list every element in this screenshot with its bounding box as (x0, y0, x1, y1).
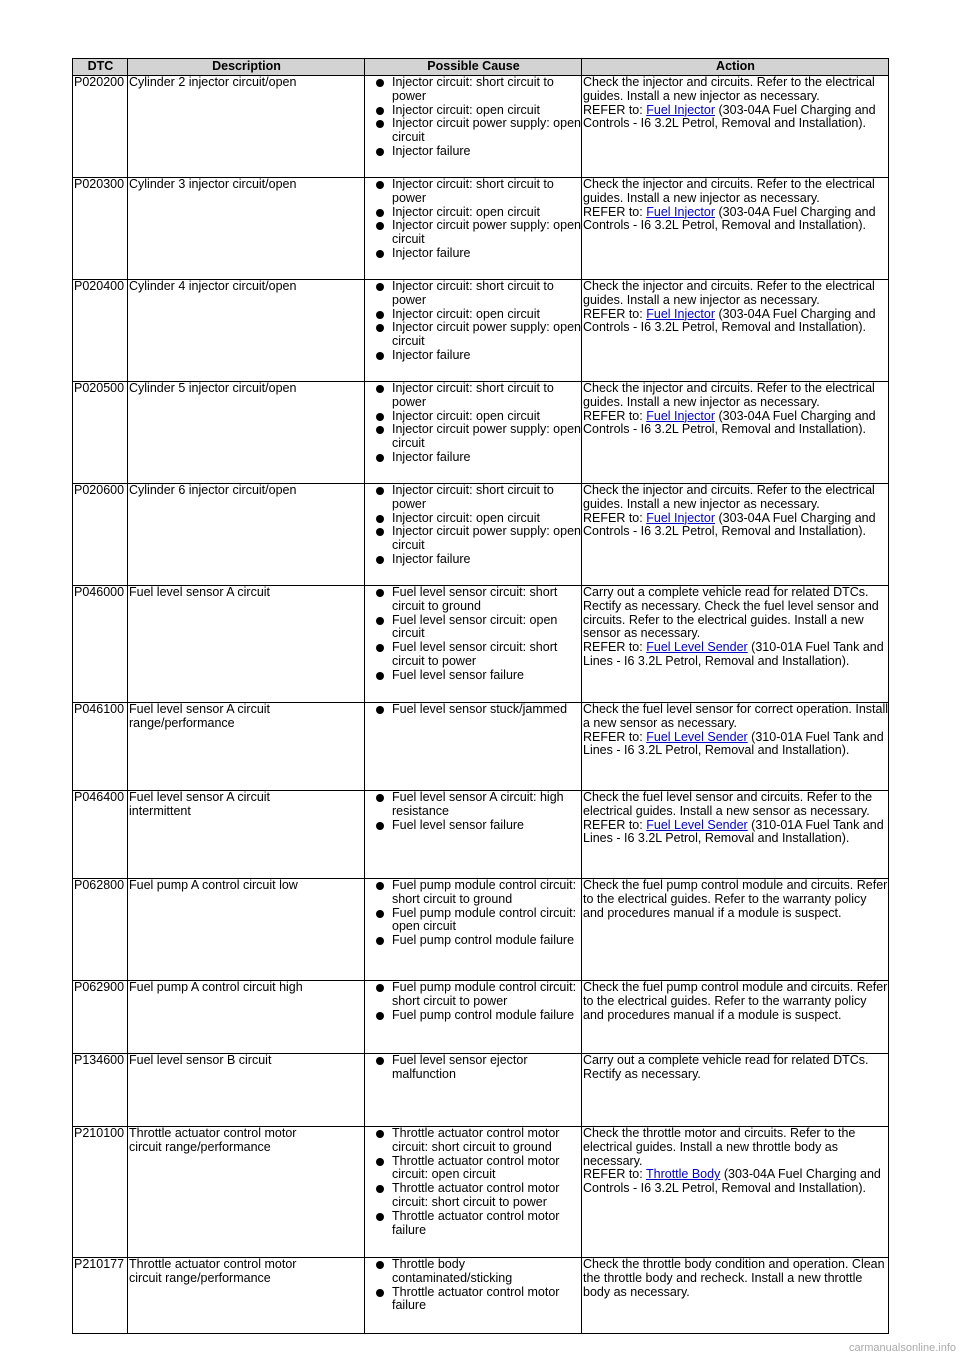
cause-item: Throttle actuator control motor circuit: short circuit to ground (392, 1127, 581, 1155)
dtc-code: P210100 (73, 1127, 128, 1258)
possible-causes (365, 586, 582, 703)
cause-list (366, 382, 581, 465)
table-row (73, 586, 889, 703)
cause-item: Fuel level sensor failure (392, 819, 581, 833)
dtc-description: Throttle actuator control motor circuit range/performance (128, 1258, 365, 1334)
possible-causes (365, 791, 582, 879)
refer-label: REFER to: (583, 510, 643, 525)
action-text: Carry out a complete vehicle read for related DTCs. Rectify as necessary. Check the fuel level sensor and circuits. Refer to the electrical guides. Install a new sensor as necessary. (583, 585, 879, 641)
refer-label: REFER to: (583, 640, 643, 655)
dtc-description: Fuel level sensor A circuit range/performance (128, 703, 365, 791)
cause-item: Injector circuit power supply: open circuit (392, 524, 581, 553)
refer-label: REFER to: (583, 817, 643, 832)
cause-item: Fuel pump module control circuit: short circuit to power (392, 981, 581, 1009)
refer-label: REFER to: (583, 729, 643, 744)
action-text: Carry out a complete vehicle read for related DTCs. Rectify as necessary. (583, 1053, 869, 1081)
cause-item: Injector circuit: short circuit to power (392, 382, 581, 410)
action-text: Check the injector and circuits. Refer to the electrical guides. Install a new injector as necessary. (583, 483, 875, 511)
cause-item: Injector circuit: open circuit (392, 410, 581, 424)
cause-list (366, 879, 581, 948)
possible-causes (365, 1258, 582, 1334)
action (582, 1258, 889, 1334)
action (582, 1127, 889, 1258)
refer-label: REFER to: (583, 1167, 643, 1182)
cause-item: Injector circuit: short circuit to power (392, 484, 581, 512)
action-text: Check the fuel level sensor and circuits. Refer to the electrical guides. Install a new sensor as necessary. (583, 790, 873, 818)
cause-item: Injector circuit power supply: open circuit (392, 116, 581, 145)
table-row (73, 1127, 889, 1258)
action (582, 586, 889, 703)
action-text: Check the throttle body condition and operation. Clean the throttle body and recheck. Install a new throttle body as necessary. (583, 1257, 885, 1299)
dtc-description: Cylinder 4 injector circuit/open (128, 280, 365, 382)
dtc-description: Fuel pump A control circuit low (128, 879, 365, 981)
action (582, 879, 889, 981)
action (582, 280, 889, 382)
reference-link[interactable]: Throttle Body (646, 1167, 721, 1182)
cause-item: Throttle body contaminated/sticking (392, 1258, 581, 1286)
action (582, 382, 889, 484)
table-body (73, 76, 889, 1334)
possible-causes (365, 879, 582, 981)
cause-list (366, 1054, 581, 1082)
cause-list (366, 703, 581, 717)
cause-item: Injector failure (392, 145, 581, 159)
cause-list (366, 1258, 581, 1313)
cause-item: Throttle actuator control motor circuit: short circuit to power (392, 1182, 581, 1210)
dtc-description: Cylinder 6 injector circuit/open (128, 484, 365, 586)
cause-item: Throttle actuator control motor circuit: open circuit (392, 1155, 581, 1183)
cause-item: Injector circuit power supply: open circuit (392, 218, 581, 247)
cause-item: Injector circuit: short circuit to power (392, 76, 581, 104)
reference-link[interactable]: Fuel Injector (646, 204, 716, 219)
dtc-description: Cylinder 5 injector circuit/open (128, 382, 365, 484)
cause-item: Injector circuit: open circuit (392, 104, 581, 118)
cause-item: Fuel pump module control circuit: open circuit (392, 907, 581, 935)
dtc-description: Throttle actuator control motor circuit range/performance (128, 1127, 365, 1258)
table-row (73, 178, 889, 280)
reference-detail: (303-04A Fuel Charging and Controls - I6 3.2L Petrol, Removal and Installation). (583, 306, 876, 335)
refer-label: REFER to: (583, 102, 643, 117)
cause-item: Injector circuit: open circuit (392, 206, 581, 220)
cause-item: Fuel level sensor circuit: short circuit to power (392, 641, 581, 669)
watermark: carmanualsonline.info (848, 1342, 956, 1354)
table-row (73, 484, 889, 586)
possible-causes (365, 703, 582, 791)
possible-causes (365, 76, 582, 178)
cause-item: Injector circuit: short circuit to power (392, 280, 581, 308)
cause-list (366, 1127, 581, 1237)
reference-link[interactable]: Fuel Level Sender (646, 817, 748, 832)
cause-list (366, 178, 581, 261)
cause-list (366, 586, 581, 683)
reference-detail: (303-04A Fuel Charging and Controls - I6 3.2L Petrol, Removal and Installation). (583, 408, 876, 437)
cause-item: Fuel level sensor failure (392, 669, 581, 683)
cause-list (366, 280, 581, 363)
reference-detail: (310-01A Fuel Tank and Lines - I6 3.2L Petrol, Removal and Installation). (583, 817, 884, 846)
dtc-code: P046000 (73, 586, 128, 703)
refer-label: REFER to: (583, 204, 643, 219)
cause-list (366, 76, 581, 159)
cause-item: Fuel pump control module failure (392, 934, 581, 948)
table-row (73, 1054, 889, 1127)
action (582, 703, 889, 791)
table-row (73, 280, 889, 382)
reference-link[interactable]: Fuel Level Sender (646, 729, 748, 744)
header-action: Action (582, 59, 889, 76)
action-text: Check the throttle motor and circuits. Refer to the electrical guides. Install a new throttle body as necessary. (583, 1126, 856, 1168)
cause-item: Fuel level sensor circuit: open circuit (392, 614, 581, 642)
possible-causes (365, 280, 582, 382)
cause-item: Injector circuit: open circuit (392, 512, 581, 526)
table-row (73, 791, 889, 879)
cause-item: Throttle actuator control motor failure (392, 1286, 581, 1314)
action (582, 484, 889, 586)
refer-label: REFER to: (583, 306, 643, 321)
reference-detail: (303-04A Fuel Charging and Controls - I6 3.2L Petrol, Removal and Installation). (583, 1167, 881, 1196)
cause-item: Throttle actuator control motor failure (392, 1210, 581, 1238)
action (582, 76, 889, 178)
table-header-row (73, 59, 889, 76)
dtc-description: Fuel level sensor A circuit intermittent (128, 791, 365, 879)
cause-item: Fuel pump control module failure (392, 1009, 581, 1023)
possible-causes (365, 1127, 582, 1258)
dtc-code: P046100 (73, 703, 128, 791)
refer-label: REFER to: (583, 408, 643, 423)
header-possible-cause: Possible Cause (365, 59, 582, 76)
table-row (73, 703, 889, 791)
possible-causes (365, 382, 582, 484)
possible-causes (365, 178, 582, 280)
dtc-description: Fuel pump A control circuit high (128, 981, 365, 1054)
possible-causes (365, 981, 582, 1054)
dtc-description: Cylinder 2 injector circuit/open (128, 76, 365, 178)
dtc-code: P134600 (73, 1054, 128, 1127)
cause-list (366, 484, 581, 567)
action (582, 178, 889, 280)
reference-link[interactable]: Fuel Injector (646, 510, 716, 525)
action-text: Check the injector and circuits. Refer to the electrical guides. Install a new injector as necessary. (583, 75, 875, 103)
dtc-code: P210177 (73, 1258, 128, 1334)
action (582, 791, 889, 879)
action-text: Check the fuel pump control module and circuits. Refer to the electrical guides. Refer to the warranty policy and procedures manual if a module is suspect. (583, 878, 888, 920)
reference-link[interactable]: Fuel Injector (646, 306, 716, 321)
reference-link[interactable]: Fuel Injector (646, 102, 716, 117)
cause-list (366, 981, 581, 1022)
possible-causes (365, 1054, 582, 1127)
reference-link[interactable]: Fuel Level Sender (646, 640, 748, 655)
dtc-code: P020300 (73, 178, 128, 280)
dtc-table (72, 58, 889, 1334)
action (582, 981, 889, 1054)
cause-item: Injector failure (392, 451, 581, 465)
possible-causes (365, 484, 582, 586)
cause-item: Injector circuit: short circuit to power (392, 178, 581, 206)
cause-item: Injector failure (392, 247, 581, 261)
action-text: Check the injector and circuits. Refer to the electrical guides. Install a new injector as necessary. (583, 279, 875, 307)
dtc-code: P020400 (73, 280, 128, 382)
action-text: Check the injector and circuits. Refer to the electrical guides. Install a new injector as necessary. (583, 177, 875, 205)
cause-item: Fuel level sensor A circuit: high resistance (392, 791, 581, 819)
cause-list (366, 791, 581, 832)
cause-item: Fuel level sensor circuit: short circuit to ground (392, 586, 581, 614)
reference-detail: (303-04A Fuel Charging and Controls - I6 3.2L Petrol, Removal and Installation). (583, 204, 876, 233)
dtc-code: P020200 (73, 76, 128, 178)
reference-detail: (303-04A Fuel Charging and Controls - I6 3.2L Petrol, Removal and Installation). (583, 510, 876, 539)
header-dtc: DTC (73, 59, 128, 76)
cause-item: Fuel level sensor stuck/jammed (392, 703, 581, 717)
dtc-description: Cylinder 3 injector circuit/open (128, 178, 365, 280)
reference-detail: (310-01A Fuel Tank and Lines - I6 3.2L Petrol, Removal and Installation). (583, 729, 884, 758)
action (582, 1054, 889, 1127)
reference-detail: (303-04A Fuel Charging and Controls - I6 3.2L Petrol, Removal and Installation). (583, 102, 876, 131)
table-row (73, 879, 889, 981)
dtc-code: P020500 (73, 382, 128, 484)
reference-detail: (310-01A Fuel Tank and Lines - I6 3.2L Petrol, Removal and Installation). (583, 640, 884, 668)
cause-item: Injector circuit power supply: open circuit (392, 422, 581, 451)
action-text: Check the injector and circuits. Refer to the electrical guides. Install a new injector as necessary. (583, 381, 875, 409)
table-row (73, 981, 889, 1054)
dtc-code: P062900 (73, 981, 128, 1054)
dtc-code: P020600 (73, 484, 128, 586)
table-row (73, 1258, 889, 1334)
table-row (73, 76, 889, 178)
cause-item: Injector failure (392, 349, 581, 363)
cause-item: Injector circuit power supply: open circuit (392, 320, 581, 349)
dtc-description: Fuel level sensor B circuit (128, 1054, 365, 1127)
action-text: Check the fuel pump control module and circuits. Refer to the electrical guides. Refer to the warranty policy and procedures manual if a module is suspect. (583, 980, 888, 1022)
cause-item: Fuel level sensor ejector malfunction (392, 1054, 581, 1082)
table-row (73, 382, 889, 484)
dtc-description: Fuel level sensor A circuit (128, 586, 365, 703)
cause-item: Injector failure (392, 553, 581, 567)
reference-link[interactable]: Fuel Injector (646, 408, 716, 423)
action-text: Check the fuel level sensor for correct operation. Install a new sensor as necessary. (583, 702, 889, 730)
dtc-code: P062800 (73, 879, 128, 981)
cause-item: Injector circuit: open circuit (392, 308, 581, 322)
header-description: Description (128, 59, 365, 76)
dtc-code: P046400 (73, 791, 128, 879)
cause-item: Fuel pump module control circuit: short circuit to ground (392, 879, 581, 907)
